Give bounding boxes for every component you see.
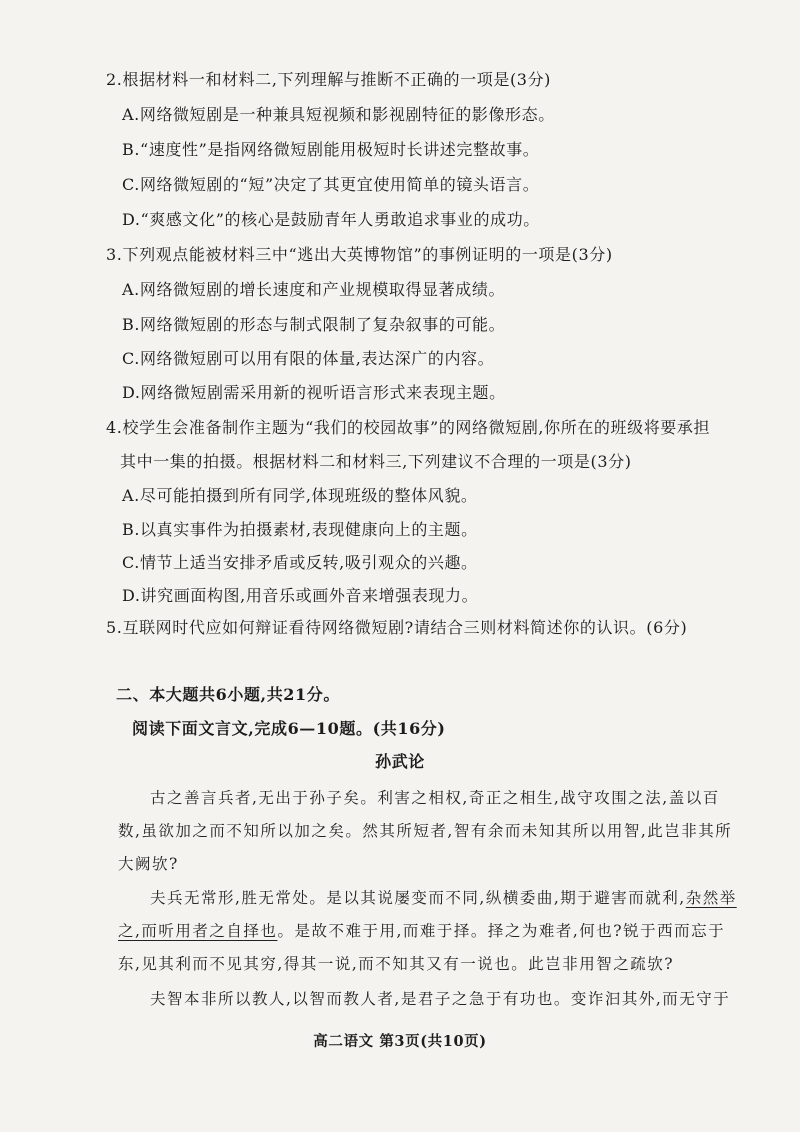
passage-line: 夫智本非所以教人,以智而教人者,是君子之急于有功也。变诈汩其外,而无守于	[150, 990, 731, 1008]
passage-line: 东,见其利而不见其穷,得其一说,而不知其又有一说也。此岂非用智之疏欤?	[118, 955, 675, 973]
page-footer: 高二语文 第3页(共10页)	[313, 1033, 487, 1050]
question-3-option-c: C.网络微短剧可以用有限的体量,表达深广的内容。	[122, 349, 495, 368]
question-2-option-c: C.网络微短剧的“短”决定了其更宜使用简单的镜头语言。	[122, 175, 540, 194]
passage-line: 古之善言兵者,无出于孙子矣。利害之相权,奇正之相生,战守攻围之法,盖以百	[150, 789, 720, 807]
question-2-option-a: A.网络微短剧是一种兼具短视频和影视剧特征的影像形态。	[122, 105, 555, 124]
question-3-stem: 3.下列观点能被材料三中“逃出大英博物馆”的事例证明的一项是(3分)	[106, 245, 613, 264]
question-4-option-d: D.讲究画面构图,用音乐或画外音来增强表现力。	[122, 586, 479, 605]
question-3-option-b: B.网络微短剧的形态与制式限制了复杂叙事的可能。	[122, 315, 506, 334]
passage-text: 。是故不难于用,而难于择。择之为难者,何也?锐于西而忘于	[277, 922, 726, 940]
question-4-option-c: C.情节上适当安排矛盾或反转,吸引观众的兴趣。	[122, 553, 478, 572]
question-2-option-b: B.“速度性”是指网络微短剧能用极短时长讲述完整故事。	[122, 140, 540, 159]
question-3-option-a: A.网络微短剧的增长速度和产业规模取得显著成绩。	[122, 280, 506, 299]
underlined-sentence: 之,而听用者之自择也	[118, 922, 278, 940]
section-2-heading: 二、本大题共6小题,共21分。	[116, 685, 340, 704]
reading-instruction: 阅读下面文言文,完成6—10题。(共16分)	[132, 719, 446, 738]
passage-title: 孙武论	[375, 752, 425, 771]
passage-text: 夫兵无常形,胜无常处。是以其说屡变而不同,纵横委曲,期于避害而就利,	[150, 889, 686, 907]
question-4-stem-line2: 其中一集的拍摄。根据材料二和材料三,下列建议不合理的一项是(3分)	[120, 452, 632, 471]
passage-line: 大阙欤?	[118, 855, 179, 873]
question-4-option-b: B.以真实事件为拍摄素材,表现健康向上的主题。	[122, 520, 478, 539]
question-4-option-a: A.尽可能拍摄到所有同学,体现班级的整体风貌。	[122, 486, 478, 505]
passage-line	[150, 888, 737, 908]
question-2-option-d: D.“爽感文化”的核心是鼓励青年人勇敢追求事业的成功。	[122, 210, 540, 229]
question-2-stem: 2.根据材料一和材料二,下列理解与推断不正确的一项是(3分)	[106, 70, 552, 89]
underlined-sentence: 杂然举	[685, 889, 737, 907]
question-3-option-d: D.网络微短剧需采用新的视听语言形式来表现主题。	[122, 383, 506, 402]
passage-line	[118, 921, 725, 941]
question-4-stem-line1: 4.校学生会准备制作主题为“我们的校园故事”的网络微短剧,你所在的班级将要承担	[106, 418, 711, 437]
passage-line: 数,虽欲加之而不知所以加之矣。然其所短者,智有余而未知其所以用智,此岂非其所	[118, 822, 733, 840]
question-5-stem: 5.互联网时代应如何辩证看待网络微短剧?请结合三则材料简述你的认识。(6分)	[106, 618, 688, 637]
